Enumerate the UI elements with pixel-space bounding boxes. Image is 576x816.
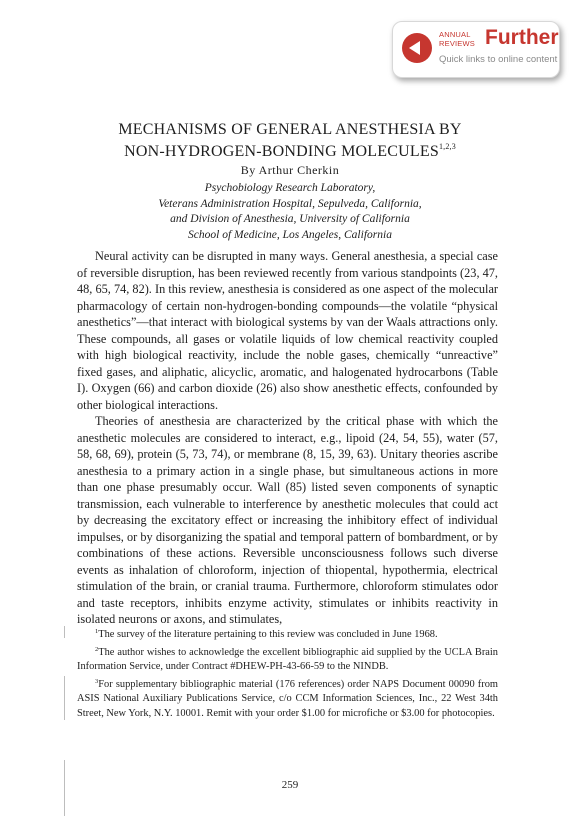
title-line-1: MECHANISMS OF GENERAL ANESTHESIA BY: [118, 121, 462, 138]
footnote-text: For supplementary bibliographic material (176 references) order NAPS Document 00090 from ASIS National Auxiliary Publications Service, c/o CCM Information Sciences, Inc., 22 West 34th Street, New York, N.Y. 10001. Remit with your order $1.00 for microfiche or $3.00 for photocopies.: [77, 678, 498, 719]
footnote-mark: 3: [95, 677, 99, 685]
footnote-mark: 1: [95, 628, 99, 635]
margin-mark: [64, 760, 65, 816]
affiliation: [80, 181, 500, 243]
badge-line-annual: ANNUAL: [439, 30, 471, 39]
badge-subtitle: Quick links to online content: [439, 54, 558, 65]
footnote-mark: 2: [95, 645, 99, 653]
footnote: [77, 625, 498, 643]
author-byline: By Arthur Cherkin: [240, 163, 340, 177]
footnotes: [77, 625, 498, 721]
page-number: 259: [281, 779, 299, 791]
badge-line-reviews: REVIEWS: [439, 38, 475, 48]
affiliation-line: Psychobiology Research Laboratory,: [204, 182, 376, 194]
back-arrow-icon: [402, 33, 432, 63]
article-title: [80, 121, 500, 160]
affiliation-line: School of Medicine, Los Angeles, California: [188, 228, 392, 241]
margin-mark: [64, 676, 65, 720]
footnote-text: The author wishes to acknowledge the excellent bibliographic aid supplied by the UCLA Brain Information Service, under Contract #DHEW-PH-43-66-59 to the NINDB.: [77, 646, 498, 672]
margin-mark: [64, 626, 65, 638]
affiliation-line: and Division of Anesthesia, University of California: [170, 213, 410, 225]
title-footnote-marks: 1,2,3: [438, 142, 456, 151]
footnote-text: The survey of the literature pertaining to this review was concluded in June 1968.: [98, 629, 438, 640]
badge-publisher: [439, 31, 475, 48]
body-paragraph: Theories of anesthesia are characterized by the critical phase with which the anesthetic molecules are considered to interact, e.g., lipoid (24, 54, 55), water (57, 58, 68, 69), protein (5, 73, 74), or membrane (8, 15, 39, 63). Unitary theories ascribe anesthesia to a primary action in a single phase, but simultaneous actions in more than one phase presumably occur. Wall (85) listed seven components of synaptic transmission, each vulnerable to interference by anesthetic molecules that could act by decreasing the excitatory effect or increasing the inhibitory effect of individual impulses, or by disorganizing the spatial and temporal pattern of bombardment, or by combinations of these actions. Reversible unconsciousness follows such diverse events as inhalation of chloroform, injection of thiopental, hypothermia, electrical stimulation of the brain, or cranial trauma. Furthermore, chloroform stimulates odor and taste receptors, inhibits enzyme activity, stimulates or inhibits reactivity in isolated neurons or axons, and stimulates,: [77, 414, 498, 626]
affiliation-line: Veterans Administration Hospital, Sepulveda, California,: [158, 197, 422, 210]
badge-further-label: Further: [485, 26, 559, 49]
title-line-2-text: NON-HYDROGEN-BONDING MOLECULES: [124, 143, 439, 160]
further-badge[interactable]: [392, 21, 560, 78]
article-body: [77, 248, 498, 628]
footnote: [77, 675, 498, 722]
footnote: [77, 643, 498, 675]
title-line-2: [80, 138, 500, 160]
body-paragraph: Neural activity can be disrupted in many ways. General anesthesia, a special case of reversible disruption, has been reviewed recently from various standpoints (23, 47, 48, 65, 74, 82). In this review, anesthesia is considered as one aspect of the molecular pharmacology of certain non-hydrogen-bonding compounds—the volatile “physical anesthetics”—that interact with biological systems by van der Waals attractions only. These compounds, all gases or volatile liquids of low chemical reactivity coupled with high biological reactivity, include the noble gases, chemically “unreactive” fixed gases, and aliphatic, alicyclic, aromatic, and halogenated hydrocarbons (Table I). Oxygen (66) and carbon dioxide (26) also show anesthetic effects, confounded by other biological interactions.: [77, 249, 498, 412]
